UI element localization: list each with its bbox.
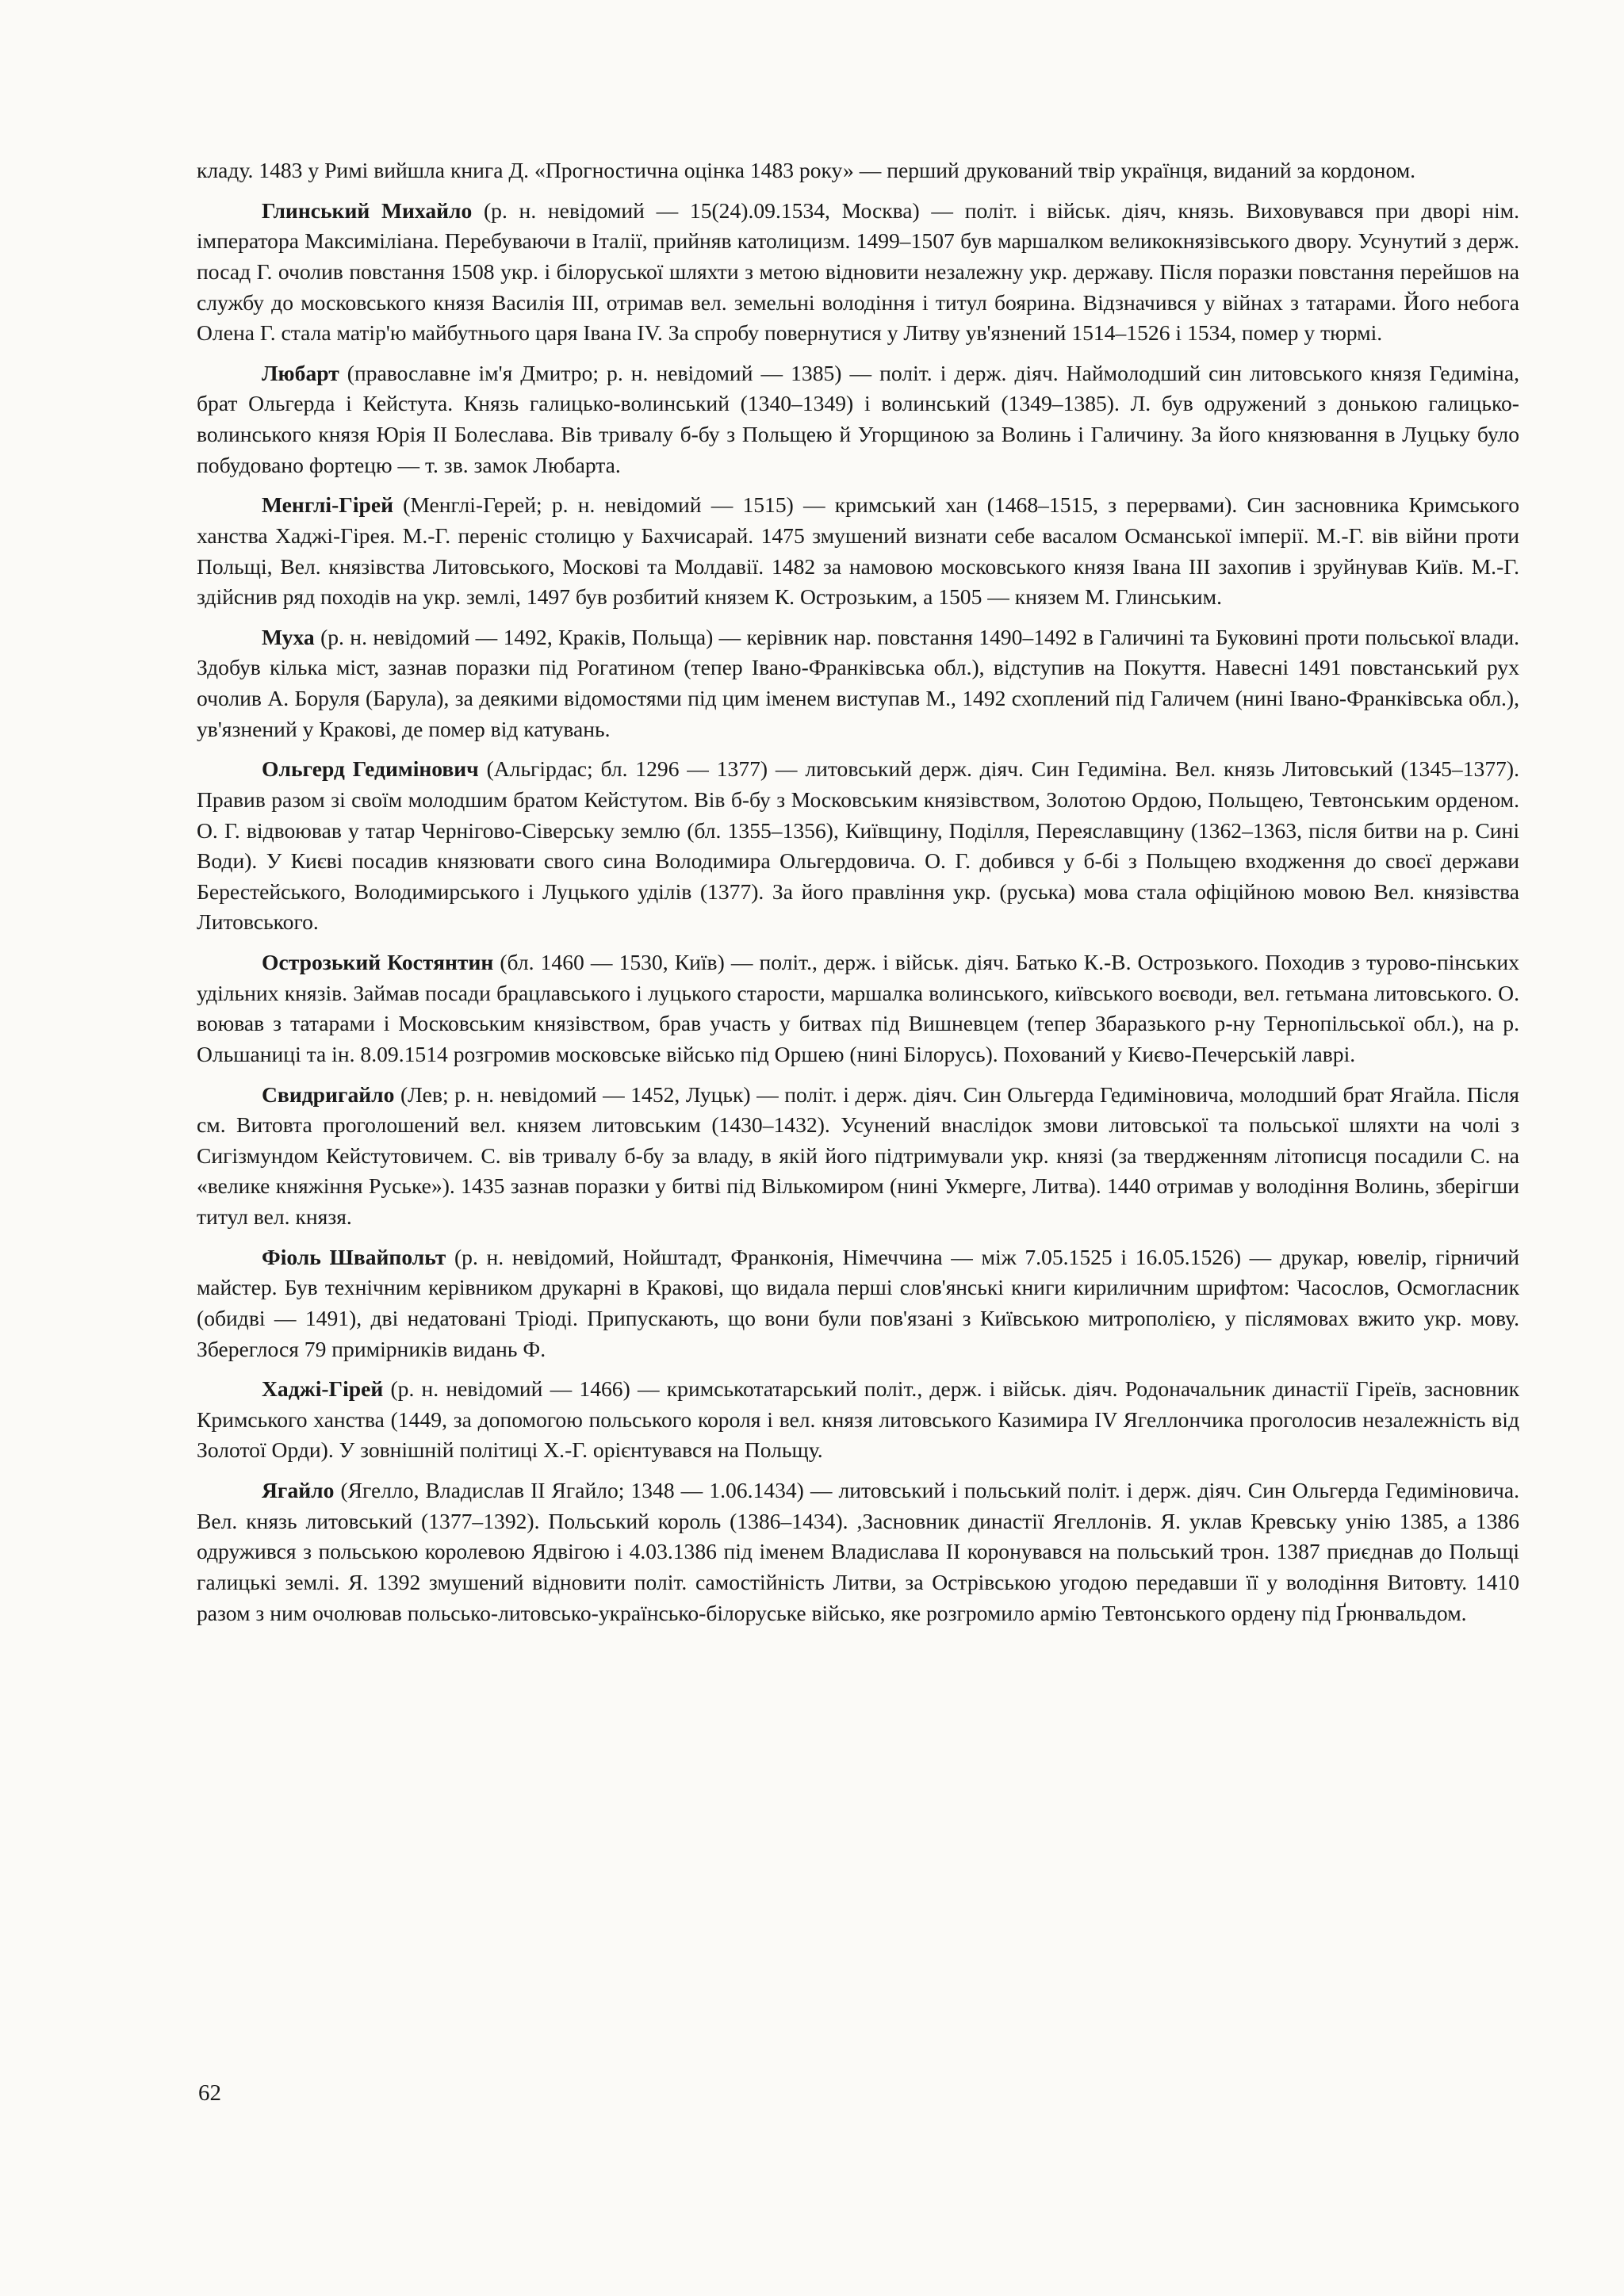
- continuation-paragraph: кладу. 1483 у Римі вийшла книга Д. «Прогностична оцінка 1483 року» — перший друкований твір українця, виданий за кордоном.: [197, 158, 1416, 182]
- entry-text: (Альгірдас; бл. 1296 — 1377) — литовський держ. діяч. Син Гедиміна. Вел. князь Литовський (1345–1377). Правив разом зі своїм молодшим братом Кейстутом. Вів б-бу з Московським князівством, Золотою Ордою, Польщею, Тевтонським орденом. О. Г. відвоював у татар Чернігово-Сіверську землю (бл. 1355–1356), Київщину, Поділля, Переяславщину (1362–1363, після битви на р. Сині Води). У Києві посадив князювати свого сина Володимира Ольгердовича. О. Г. добився у б-бі з Польщею входження до своєї держави Берестейського, Володимирського і Луцького уділів (1377). За його правління укр. (руська) мова стала офіційною мовою Вел. князівства Литовського.: [197, 756, 1519, 935]
- entry-glynskyi: [197, 196, 1519, 349]
- entry-mengli-girei: [197, 490, 1519, 613]
- entry-term: Ягайло: [262, 1478, 335, 1502]
- entry-term: Ольгерд Гедимінович: [262, 756, 479, 782]
- page-number: 62: [198, 2080, 221, 2106]
- entry-term: Менглі-Гірей: [262, 492, 394, 518]
- entry-text: (р. н. невідомий — 1466) — кримськотатарський політ., держ. і військ. діяч. Родоначальник династії Гіреїв, засновник Кримського ханства (1449, за допомогою польського короля і вел. князя литовського Казимира IV Ягеллончика проголосив незалежність від Золотої Орди). У зовнішній політиці Х.-Г. орієнтувався на Польщу.: [197, 1376, 1519, 1463]
- entry-mukha: [197, 622, 1519, 745]
- entry-term: Свидригайло: [262, 1081, 395, 1107]
- entry-text: (р. н. невідомий — 1492, Краків, Польща) — керівник нар. повстання 1490–1492 в Галичині та Буковині проти польської влади. Здобув кілька міст, зазнав поразки під Рогатином (тепер Івано-Франківська обл.), відступив на Покуття. Навесні 1491 повстанський рух очолив А. Боруля (Барула), за деякими відомостями під цим іменем виступав М., 1492 схоплений під Галичем (нині Івано-Франківська обл.), ув'язнений у Кракові, де помер від катувань.: [197, 624, 1519, 741]
- entry-term: Фіоль Швайпольт: [262, 1244, 446, 1269]
- entry-term: Муха: [262, 624, 315, 649]
- entry-text: (Ягелло, Владислав II Ягайло; 1348 — 1.06.1434) — литовський і польський політ. і держ. діяч. Син Ольгерда Гедиміновича. Вел. князь литовський (1377–1392). Польський король (1386–1434). ,Засновник династії Ягеллонів. Я. уклав Кревську унію 1385, а 1386 одружився з польською королевою Ядвігою і 4.03.1386 під іменем Владислава II коронувався на польський трон. 1387 приєднав до Польщі галицькі землі. Я. 1392 змушений відновити політ. самостійність Литви, за Острівською угодою передавши її у володіння Витовту. 1410 разом з ним очолював польсько-литовсько-українсько-білоруське військо, яке розгромило армію Тевтонського ордену під Ґрюнвальдом.: [197, 1478, 1519, 1625]
- entry-text: (р. н. невідомий — 15(24).09.1534, Москва) — політ. і військ. діяч, князь. Виховувався при дворі нім. імператора Максиміліана. Перебуваючи в Італії, прийняв католицизм. 1499–1507 був маршалком великокнязівського двору. Усунутий з держ. посад Г. очолив повстання 1508 укр. і білоруської шляхти з метою відновити незалежну укр. державу. Після поразки повстання перейшов на службу до московського князя Василія III, отримав вел. земельні володіння і титул боярина. Відзначився у війнах з татарами. Його небога Олена Г. стала матір'ю майбутнього царя Івана IV. За спробу повернутися у Литву ув'язнений 1514–1526 і 1534, помер у тюрмі.: [197, 197, 1519, 346]
- entry-svydryhailo: [197, 1080, 1519, 1233]
- entry-olgerd: [197, 754, 1519, 938]
- text-column: [197, 155, 1519, 1638]
- entry-ostrozkyi: [197, 947, 1519, 1070]
- entry-term: Глинський Михайло: [262, 197, 473, 223]
- entry-text: (бл. 1460 — 1530, Київ) — політ., держ. і військ. діяч. Батько К.-В. Острозького. Походив з турово-пінських удільних князів. Займав посади брацлавського і луцького старости, маршалка волинського, київського воєводи, вел. гетьмана литовського. О. воював з татарами і Московським князівством, брав участь у битвах під Вишневцем (тепер Збаразького р-ну Тернопільської обл.), на р. Ольшаниці та ін. 8.09.1514 розгромив московське військо під Оршею (нині Білорусь). Похований у Києво-Печерській лаврі.: [197, 950, 1519, 1066]
- entry-term: Острозький Костянтин: [262, 950, 494, 974]
- entry-liubart: [197, 358, 1519, 481]
- entry-text: (Лев; р. н. невідомий — 1452, Луцьк) — політ. і держ. діяч. Син Ольгерда Гедиміновича, молодший брат Ягайла. Після см. Витовта проголошений вел. князем литовським (1430–1432). Усунений внаслідок змови литовської та польської шляхти на чолі з Сигізмундом Кейстутовичем. С. вів тривалу б-бу за владу, в якій його підтримували укр. князі (за твердженням літописця посадили С. на «велике княжіння Руське»). 1435 зазнав поразки у битві під Вількомиром (нині Укмерге, Литва). 1440 отримав у володіння Волинь, зберігши титул вел. князя.: [197, 1081, 1519, 1229]
- entry-yahailo: [197, 1475, 1519, 1628]
- entry-khadzhi-girei: [197, 1374, 1519, 1466]
- entry-text: (православне ім'я Дмитро; р. н. невідомий — 1385) — політ. і держ. діяч. Наймолодший син литовського князя Гедиміна, брат Ольгерда і Кейстута. Князь галицько-волинський (1340–1349) і волинський (1349–1385). Л. був одружений з донькою галицько-волинського князя Юрія II Болеслава. Вів тривалу б-бу з Польщею й Угорщиною за Волинь і Галичину. За його князювання в Луцьку було побудовано фортецю — т. зв. замок Любарта.: [197, 360, 1519, 477]
- entry-term: Хаджі-Гірей: [262, 1376, 384, 1402]
- entry-text: (р. н. невідомий, Нойштадт, Франконія, Німеччина — між 7.05.1525 і 16.05.1526) — друкар, ювелір, гірничий майстер. Був технічним керівником друкарні в Кракові, що видала перші слов'янські книги кириличним шрифтом: Часослов, Осмогласник (обидві — 1491), дві недатовані Тріоді. Припускають, що вони були пов'язані з Київською митрополією, у післямовах вжито укр. мову. Збереглося 79 примірників видань Ф.: [197, 1244, 1520, 1361]
- entry-text: (Менглі-Герей; р. н. невідомий — 1515) — кримський хан (1468–1515, з перервами). Син засновника Кримського ханства Хаджі-Гірея. М.-Г. переніс столицю у Бахчисарай. 1475 змушений визнати себе васалом Османської імперії. М.-Г. вів війни проти Польщі, Вел. князівства Литовського, Москові та Молдавії. 1482 за намовою московського князя Івана III захопив і зруйнував Київ. М.-Г. здійснив ряд походів на укр. землі, 1497 був розбитий князем К. Острозьким, а 1505 — князем М. Глинським.: [197, 492, 1519, 610]
- entry-term: Любарт: [262, 360, 339, 385]
- entry-fiol: [197, 1242, 1519, 1365]
